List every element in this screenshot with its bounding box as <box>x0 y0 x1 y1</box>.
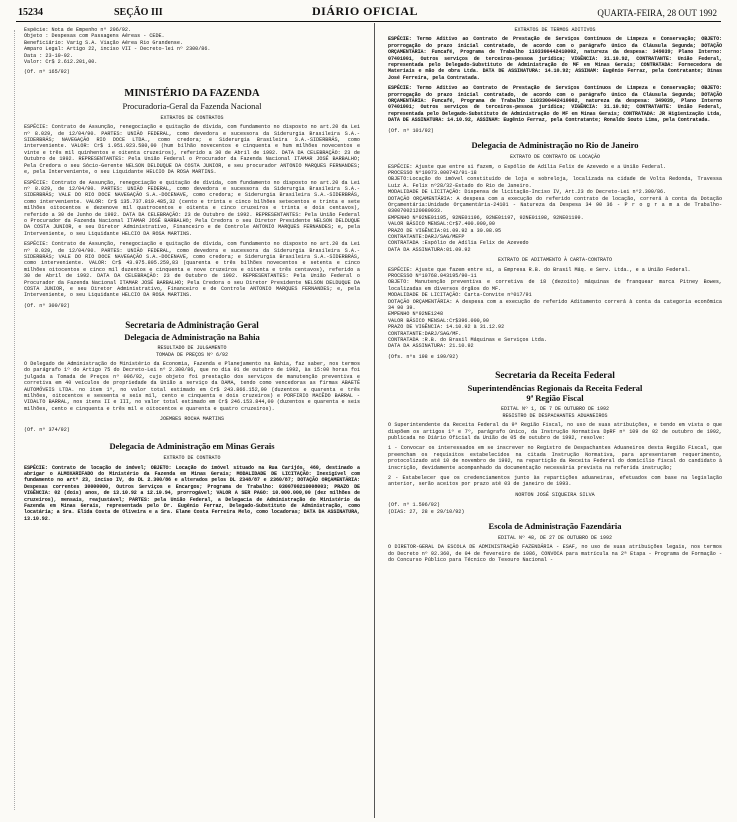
newspaper-title: DIÁRIO OFICIAL <box>312 4 419 18</box>
esaf-edital-heading: EDITAL Nº 48, DE 27 DE OUTUBRO DE 1992 <box>497 534 613 541</box>
rf-edital-heading: EDITAL Nº 1, DE 7 DE OUTUBRO DE 1992 <box>500 406 610 413</box>
rf-region: 9ª Região Fiscal <box>526 393 584 404</box>
empenho-block: Espécie: Nota de Empenho nº 206/92. Objeto : Despesas com Passagens Aéreas - CEDE. Beneficiário: Varig S.A. Viação Aérea Rio Grandense. Amparo Legal: Artigo 22, inciso VII - Decreto-lei nº 2300/86. Data : 23-10-92. Valor: Cr$ 2.612.201,00. <box>24 27 211 66</box>
aditivo-1: ESPÉCIE: Termo Aditivo ao Contrato de Prestação de Serviços Contínuos de Limpeza e Conservação; OBJETO: prorrogação do prazo inicial contratado, de acordo com o parágrafo único da Cláusula Segunda; DOTAÇÃO ORÇAMENTÁRIA: Funcafé, Programa de Trabalho 1103300442410002, natureza da despesa: 349039; Plano Interno: 07401001, Outros serviços de terceiros-pessoa jurídica; VIGÊNCIA: 31.10.92, CONTRATANTE: União Federal, representada pelo Delegado-Substituto de Administração do MF em Minas Gerais; CONTRATADA: Fornecedora de Materiais e mão de obra Ltda. DATA DE ASSINATURA: 14.10.92; ASSINAM: Eugênio Ferraz, pela Contratante; Dinas José Ferreira, pela Contratada. <box>388 36 725 81</box>
bahia-subtitle: Delegacia de Administração na Bahia <box>124 332 260 343</box>
rio-ref: (Ofs. nºs 198 e 199/92) <box>388 353 459 360</box>
fazenda-contract-2: ESPÉCIE: Contrato de Assunção, renegociação e quitação de dívida, com fundamento no disposto no art.20 da Lei nº 8.029, de 12/04/90. PARTES: UNIÃO FEDERAL, como devedora e sucessora da Siderurgia Brasileira S.A.- SIDERBRÁS; VALE DO RIO DOCE NAVEGAÇÃO S.A.-DOCENAVE, como credora; e Siderurgia Brasileira S.A.-SIDERBRÁS, como interveniente. VALOR: Cr$ 135.737.819.485,32 (cento e trinta e cinco bilhões setecentos e trinta e sete milhões oitocentos e dezenove mil quatrocentos e oitenta e cinco cruzeiros e trinta e dois centavos), referido a 30 de Junho de 1992. DATA DA CELEBRAÇÃO: 23 de Outubro de 1992. REPRESENTANTES: Pela União Federal o Procurador da Fazenda Nacional ITAMAR JOSÉ BARBALHO; Pela Credora o seu Diretor Presidente NELSON DELDUQUE DA COSTA JUNIOR, e seu Diretor Administrativo, Financeiro e de Controle ANTONIO MARQUES FERNANDES; e, pela Interveniente, o seu Liquidante HELCIO DA ROSA MARTINS. <box>24 179 364 237</box>
bahia-judgment: O Delegado de Administração do Ministério da Economia, Fazenda e Planejamento na Bahia, faz saber, nos termos do parágrafo 1º do Artigo 75 do Decreto-Lei nº 2.300/86, que no dia 01 de outubro de 1992, às 15:00 horas foi julgada a Tomada de Preços nº 006/92, cujo objeto foi prestação dos serviços de manutenção preventiva e corretiva em 40 veículos de propriedade da União a serviço da DAMA, tendo como vencedoras as firmas ABAETÉ AUTOMÓVEIS LTDA. no item 1º, no valor total estimado em Cr$ 243.866.152,00 (duzentos e quarenta e três milhões, oitocentos e sessenta e seis mil, cento e cinquenta e dois cruzeiros) e PORFIRIO MACÊDO BARRAL - VIDALTO BARRAL, nos itens II e III, no valor total estimado em Cr$ 246.153.844,00 (duzentos e quarenta e seis milhões, cento e cinquenta e três mil e oitocentos e quarenta e quatro cruzeiros). <box>24 361 364 412</box>
right-column <box>388 27 726 568</box>
rf-signature: NORTON JOSÉ SIQUEIRA SILVA <box>515 491 595 498</box>
bahia-title: Secretaria de Administração Geral <box>125 320 259 331</box>
fazenda-contract-3: ESPÉCIE: Contrato de Assunção, renegociação e quitação de dívida, com fundamento no disposto no art.20 da Lei nº 8.029, de 12/04/90. PARTES: UNIÃO FEDERAL, como devedora e sucessora da Siderurgia Brasileira S.A.- SIDERBRÁS; VALE DO RIO DOCE NAVEGAÇÃO S.A.-DOCENAVE, como credora; e Siderurgia Brasileira S.A.-SIDERBRÁS, como interveniente. VALOR: Cr$ 43.975.805.259,83 (quarenta e três bilhões novecentos e setenta e cinco milhões oitocentos e cinco mil duzentos e cinquenta e nove cruzeiros e oitenta e três centavos), referido a 30 de Abril de 1992. DATA DA CELEBRAÇÃO: 23 de Outubro de 1992. REPRESENTANTES: Pela União Federal o Procurador da Fazenda Nacional ITAMAR JOSÉ BARBALHO; Pela Credora o seu Diretor Presidente NELSON DELDUQUE DA COSTA JUNIOR, e seu Diretor Administrativo, Financeiro e de Controle ANTONIO MARQUES FERNANDES; e, pela Interveniente, o seu Liquidante HELCIO DA ROSA MARTINS. <box>24 241 364 299</box>
minas-extract-heading: EXTRATO DE CONTRATO <box>163 455 221 462</box>
empenho-ref: (Of. nº 165/92) <box>24 69 70 76</box>
fazenda-title: MINISTÉRIO DA FAZENDA <box>124 87 260 99</box>
rf-title: Secretaria da Receita Federal <box>495 371 615 382</box>
minas-contract: ESPÉCIE: Contrato de locação de imóvel; OBJETO: Locação do imóvel situado na Rua Carijós, 460, destinado a abrigar o ALMOXARIFADO do Ministério da Fazenda em Minas Gerais; MODALIDADE DE LICITAÇÃO: Inexigível com fundamento no artº 23, inciso IV, do DL 2.300/86 e alterados pelos DL 2348/87 e 2360/87; DOTAÇÃO ORÇAMENTÁRIA: Despesas correntes 30000000, Outros Serviços e Encargos; Programa de Trabalho: 0300700210008003; PRAZO DE VIGÊNCIA: 02 (dois) anos, de 13.10.92 a 12.10.94, prorrogável; VALOR A SER PAGO: 10.000.000,00 (dez milhões de cruzeiros), mensais, reajustável; PARTES: pela União Federal, a Delegacia de Administração do Ministério da Fazenda em Minas Gerais, representada pelo Dr. Eugênio Ferraz, Delegado-Substituto de Administração, como locatária; a Sra. Elida Costa de Oliveira e a Sra. Elane Costa Ferreira Melo, como locadoras; DATA DA ASSINATURA, 13.10.92. <box>24 464 363 522</box>
bahia-signature: JOEMBES ROCHA MARTINS <box>159 416 225 423</box>
fazenda-subtitle: Procuradoria-Geral da Fazenda Nacional <box>122 100 262 111</box>
margin-marks <box>2 30 15 810</box>
page-header <box>16 4 721 22</box>
aditivo-2: ESPÉCIE: Termo Aditivo ao Contrato de Prestação de Serviços Contínuos de Limpeza e Conservação; OBJETO: prorrogação do prazo inicial contratado, de acordo com o parágrafo único da Cláusula Segunda; DOTAÇÃO ORÇAMENTÁRIA: Funcafé, Programa de Trabalho 1103300442410002, natureza da despesa: 349039, Plano Interno 07401001; Outros serviços de terceiros-pessoa jurídica; VIGÊNCIA: 31.10.92; CONTRATANTE: União Federal, representada pelo Delegado-Substituto de Administração do MF em Minas Gerais; CONTRATADA: JR Higienização Ltda, DATA DE ASSINATURA: 14.10.92, ASSINAM: Eugênio Ferraz, pela Contratante; Ronaldo Souto Lima, pela Contratada. <box>388 85 725 124</box>
fazenda-ref: (Of. nº 300/92) <box>24 302 70 309</box>
left-column <box>24 27 364 526</box>
page-number: 15234 <box>18 7 43 18</box>
bahia-ref: (Of. nº 374/92) <box>24 426 70 433</box>
bahia-extract-heading-2: TOMADA DE PREÇOS Nº 6/92 <box>155 351 228 358</box>
rf-ref: (Of. nº 1.596/92) (DIAS: 27, 28 e 29/10/92) <box>388 502 465 515</box>
aditivos-heading: EXTRATOS DE TERMOS ADITIVOS <box>514 27 596 33</box>
esaf-title: Escola de Administração Fazendária <box>488 520 622 531</box>
esaf-text: O DIRETOR-GERAL DA ESCOLA DE ADMINISTRAÇÃO FAZENDÁRIA - ESAF, no uso de suas atribuições legais, nos termos do Decreto nº 92.360, de 04 de fevereiro de 1986, CONVOCA para matrícula na 2ª Etapa - Programa de Formação - do Concurso Público para Técnico do Tesouro Nacional - <box>388 544 726 564</box>
bahia-extract-heading-1: RESULTADO DE JULGAMENTO <box>157 345 227 352</box>
rio-extract-heading: EXTRATO DE CONTRATO DE LOCAÇÃO <box>509 154 600 161</box>
section-label: SEÇÃO III <box>114 7 163 18</box>
rio-title: Delegacia de Administração no Rio de Janeiro <box>471 140 639 151</box>
rf-item-2: 2 - Estabelecer que os credenciamentos junto às repartições aduaneiras, efetuados com base na legislação anterior, serão aceitos por prazo até 03 de janeiro de 1993. <box>388 474 726 488</box>
rio-aditamento: ESPÉCIE: Ajuste que fazem entre si, a Empresa R.B. do Brasil Máq. e Serv. Ltda., e a União Federal. PROCESSO Nº10768.043195/90-11 OBJETO: Manutenção preventiva e corretiva de 18 (dezoito) máquinas de franquear marca Pitney Bowes, localizadas em diversos órgãos do MF. MODALIDADE DE LICITAÇÃO: Carta-Convite nº017/91 DOTAÇÃO ORÇAMENTÁRIA: A despesa com a execução do referido Aditamento correrá à conta da categoria econômica 34 90 39. EMPENHO Nº92NE1248 VALOR BÁSICO MENSAL:Cr$396.000,00 PRAZO DE VIGÊNCIA: 14.10.92 à 31.12.92 CONTRATANTE:DARJ/SAG/MF. CONTRATADA :R.B. do Brasil Máquinas e Serviços Ltda. DATA DA ASSINATURA: 21.10.92 <box>388 266 722 350</box>
rio-extract-heading-2: EXTRATO DE ADITAMENTO À CARTA-CONTRATO <box>497 257 613 264</box>
rf-item-1: 1 - Convocar os interessados em se inscrever no Registro de Despachantes Aduaneiros desta Região Fiscal, que preencham os requisitos estabelecidos na citada Instrução Normativa, para apresentarem requerimento, protocolizado até 10 de novembro de 1992, na repartição da Receita Federal do domicílio fiscal do candidato à inscrição, devidamente acompanhado da documentação necessária prevista na referida instrução; <box>388 445 726 471</box>
column-divider <box>374 23 375 818</box>
minas-title: Delegacia de Administração em Minas Gerais <box>109 441 275 452</box>
fazenda-extract-heading: EXTRATOS DE CONTRATOS <box>160 114 224 121</box>
rf-subtitle: Superintendências Regionais da Receita Federal <box>467 383 643 394</box>
aditivo-ref: (Of. nº 101/92) <box>388 127 434 134</box>
rf-intro: O Superintendente da Receita Federal da 9ª Região Fiscal, no uso de suas atribuições, e tendo em vista o que dispõem os artigos 1º e 7º, parágrafo único, da Instrução Normativa DpRF nº 109 de 02 de outubro de 1992, publicada no Diário Oficial da União de 05 de outubro de 1992, resolve: <box>388 422 726 441</box>
fazenda-contract-1: ESPÉCIE: Contrato de Assunção, renegociação e quitação de dívida, com fundamento no disposto no art.20 da Lei nº 8.029, de 12/04/90. PARTES: UNIÃO FEDERAL, como devedora e sucessora da Siderurgia Brasileira S.A.- SIDERBRÁS; NAVEGAÇÃO RIO DOCE LTDA., como credora; e Siderurgia Brasileira S.A.-SIDERBRÁS, como interveniente. VALOR: Cr$ 1.951.923.580,00 (hum bilhão novecentos e cinquenta e hum milhões novecentos e vinte e três mil quinhentos e oitenta cruzeiros), referido a 30 de Abril de 1992. DATA DA CELEBRAÇÃO: 23 de Outubro de 1992. REPRESENTANTES: Pela União Federal o Procurador da Fazenda Nacional ITAMAR JOSÉ BARBALHO; Pela Credora o seu Sócio-Gerente NELSON DELDUQUE DA COSTA JUNIOR, e seu procurador ANTONIO MARQUES FERNANDES; e, pela Interveniente, o seu Liquidante HELCIO DA ROSA MARTINS. <box>24 124 364 176</box>
rio-contract: ESPÉCIE: Ajuste que entre si fazem, o Espólio de Adília Felix de Azevedo e a União Federal. PROCESSO Nº10073.000742/91-18 OBJETO:Locação do imóvel constituído de loja e sobreloja, localizada na cidade de Volta Redonda, Travessa Luiz A. Felix nº28/32-Estado do Rio de Janeiro. MODALIDADE DE LICITAÇÃO: Dispensa de licitação-Inciso IV, Art.23 do Decreto-Lei nº2.300/86. DOTAÇÃO ORÇAMENTÁRIA: A despesa com a execução do referido contrato de locação, correrá à conta da Dotação Orçamentária:Unidade Orçamentária-24101 - Natureza da Despesa 34 90 36 - P r o g r a m a de Trabalho- 03007002120080033. EMPENHO Nº92NE01195, 92NE01196, 92NE01197, 92NE01198, 92NE01199. VALOR BÁSICO MENSAL:Cr$7.400.000,00 PRAZO DE VIGÊNCIA:01.09.92 a 30.08.95 CONTRATANTE:DARJ/SAG/MEFP CONTRATADA :Espólio de Adília Felix de Azevedo DATA DA ASSINATURA:01.09.92 <box>388 163 722 253</box>
rf-registro-heading: REGISTRO DE DESPACHANTES ADUANEIROS <box>502 412 608 419</box>
issue-date: QUARTA-FEIRA, 28 OUT 1992 <box>597 8 717 18</box>
